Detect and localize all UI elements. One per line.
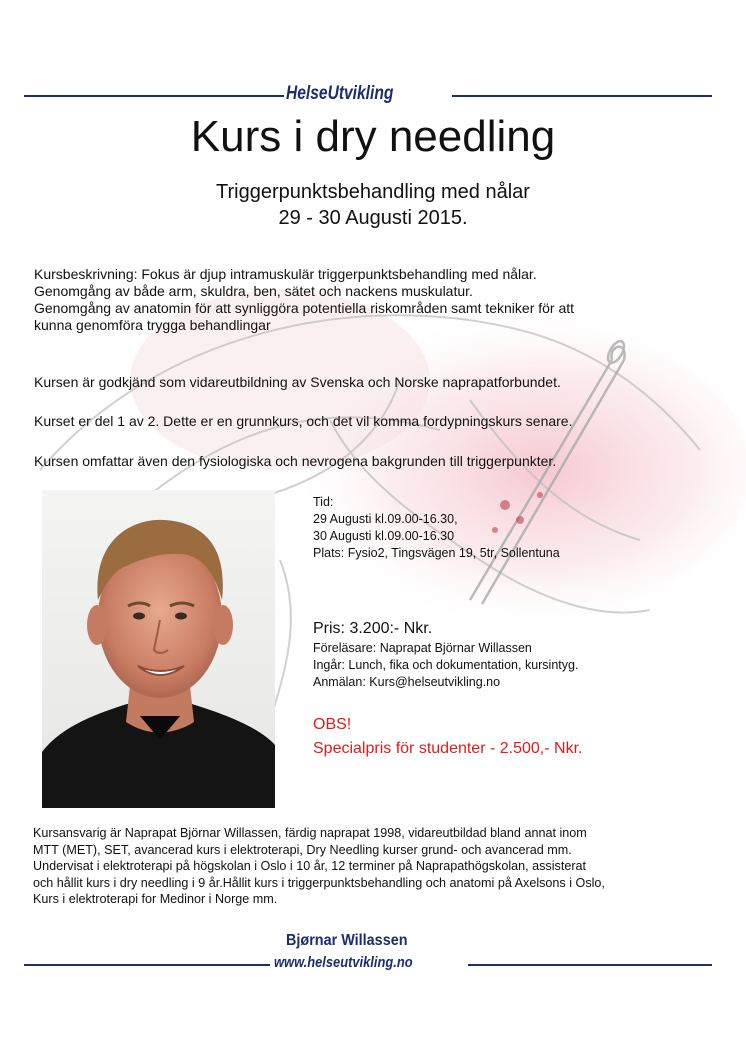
bio-line: Kurs i elektroterapi for Medinor i Norge mm. bbox=[33, 892, 278, 907]
page-title: Kurs i dry needling bbox=[190, 112, 556, 161]
brand-logo-text: HelseUtvikling bbox=[286, 83, 394, 104]
obs-notice: OBS! bbox=[313, 716, 352, 733]
lecturer-text: Föreläsare: Naprapat Björnar Willassen bbox=[313, 641, 532, 655]
header-rule-left bbox=[24, 95, 284, 97]
approval-text: Kursen är godkjänd som vidareutbildning av Svenska och Norske naprapatforbundet. bbox=[34, 374, 561, 390]
course-price: Pris: 3.200:- Nkr. bbox=[313, 620, 433, 637]
description-block bbox=[34, 266, 724, 334]
schedule-place: Plats: Fysio2, Tingsvägen 19, 5tr, Sollentuna bbox=[313, 546, 560, 560]
footer-rule-left bbox=[24, 964, 270, 966]
bio-line: Undervisat i elektroterapi på högskolan i Oslo i 10 år, 12 terminer på Naprapathögskolan, assisterat bbox=[33, 859, 587, 874]
description-line: Genomgång av både arm, skuldra, ben, sätet och nackens muskulatur. bbox=[34, 283, 473, 299]
schedule-day1: 29 Augusti kl.09.00-16.30, bbox=[313, 512, 458, 526]
header-rule-right bbox=[452, 95, 712, 97]
schedule-label: Tid: bbox=[313, 495, 334, 509]
schedule-block bbox=[313, 494, 560, 562]
footer-rule-right bbox=[468, 964, 712, 966]
scope-text: Kursen omfattar även den fysiologiska och nevrogena bakgrunden till triggerpunkter. bbox=[34, 453, 557, 469]
instructor-bio bbox=[33, 825, 723, 908]
bio-line: och hållit kurs i dry needling i 9 år.Hållit kurs i triggerpunktsbehandling och anatomi på Axelsons i Oslo, bbox=[33, 875, 605, 890]
bio-line: MTT (MET), SET, avancerad kurs i elektroterapi, Dry Needling kurser grund- och avancerad mm. bbox=[33, 842, 572, 857]
includes-text: Ingår: Lunch, fika och dokumentation, kursintyg. bbox=[313, 658, 579, 672]
signup-text: Anmälan: Kurs@helseutvikling.no bbox=[313, 675, 501, 689]
description-line: kunna genomföra trygga behandlingar bbox=[34, 317, 271, 333]
student-price: Specialpris för studenter - 2.500,- Nkr. bbox=[313, 740, 583, 757]
description-line: Genomgång av anatomin för att synliggöra potentiella riskområden samt tekniker för att bbox=[34, 300, 575, 316]
description-line: Kursbeskrivning: Fokus är djup intramuskulär triggerpunktsbehandling med nålar. bbox=[34, 266, 537, 282]
course-subtitle: Triggerpunktsbehandling med nålar bbox=[216, 181, 530, 203]
course-part-text: Kurset er del 1 av 2. Dette er en grunnkurs, och det vil komma fordypningskurs senare. bbox=[34, 413, 573, 429]
footer-name: Bjørnar Willassen bbox=[286, 932, 408, 949]
instructor-portrait-image bbox=[42, 490, 275, 808]
schedule-day2: 30 Augusti kl.09.00-16.30 bbox=[313, 529, 455, 543]
pricing-details bbox=[313, 640, 578, 691]
footer-website-link[interactable]: www.helseutvikling.no bbox=[274, 954, 413, 971]
bio-line: Kursansvarig är Naprapat Björnar Willassen, färdig naprapat 1998, vidareutbildad bland annat inom bbox=[33, 826, 587, 840]
course-dates: 29 - 30 Augusti 2015. bbox=[278, 207, 468, 229]
instructor-photo bbox=[42, 490, 275, 808]
